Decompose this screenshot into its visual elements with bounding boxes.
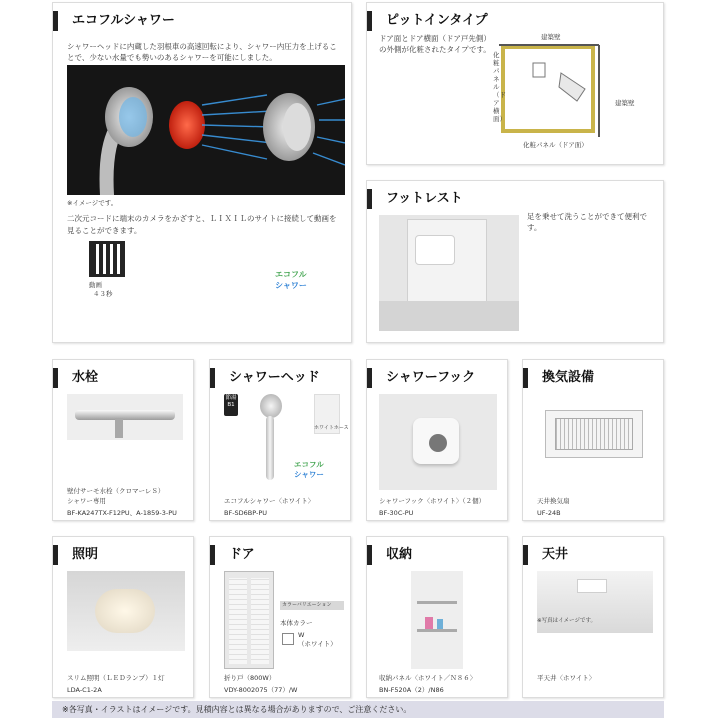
footrest-panel [366,180,664,343]
eco-badge-line2: シャワー [294,470,324,479]
door-swatch-name: （ホワイト） [298,640,337,648]
lighting-photo [67,571,185,651]
storage-caption: 収納パネル〈ホワイト／Ｎ８６〉 [379,674,477,682]
storage-model: BN-F520A（2）/N86 [379,686,444,694]
footrest-title: フットレスト [367,189,463,209]
faucet-photo [67,394,183,440]
badge-line2: シャワー [275,281,307,290]
door-swatch-code: W [298,631,305,639]
door-body-color-label: 本体カラー [280,619,313,627]
eco-shower-qr-text: 二次元コードに端末のカメラをかざすと、ＬＩＸＩＬのサイトに接続して動画を見ることができます。 [67,214,337,235]
eco-badge-icon [294,460,324,480]
faucet-model: BF-KA247TX-F12PU、A-1859-3-PU [67,509,177,517]
eco-shower-photo [67,65,345,195]
hose-label: ホワイトホース [314,425,349,431]
shower-head-panel [209,359,351,521]
ceiling-image-note: ※写真はイメージです。 [537,618,597,624]
door-caption: 折り戸（800W） [224,674,276,682]
pit-in-label-left: 化粧パネル（ドア横面） [493,51,506,123]
door-title: ドア [210,545,255,565]
faucet-title: 水栓 [53,368,98,388]
shower-head-model: BF-SD6BP-PU [224,509,268,517]
pit-in-label-bottom: 化粧パネル（ドア面） [523,141,588,149]
qr-code-icon[interactable] [89,241,125,277]
ventilation-title: 換気設備 [523,368,594,388]
shower-head-photo [250,394,290,484]
ceiling-title: 天井 [523,545,568,565]
shower-hook-model: BF-30C-PU [379,509,414,517]
footrest-description: 足を乗せて洗うことができて便利です。 [527,212,647,232]
shower-hook-title: シャワーフック [367,368,475,388]
video-label: 動画 [89,281,102,289]
footer-note: ※各写真・イラストはイメージです。見積内容とは異なる場合がありますので、ご注意ください。 [52,701,664,718]
eco-shower-image-note: ※イメージです。 [67,199,118,207]
pit-in-description: ドア面とドア横面（ドア戸先側）の外側が化粧されたタイプです。 [379,34,491,54]
pit-in-title: ピットインタイプ [367,11,488,31]
door-panel [209,536,351,698]
door-photo [224,571,274,669]
shower-hook-photo [379,394,497,490]
faucet-caption1: 壁付サーモ水栓（クロマーレＳ） [67,487,165,495]
lighting-model: LDA-C1-2A [67,686,102,694]
faucet-panel [52,359,194,521]
ceiling-panel [522,536,664,698]
shower-head-illustration [67,65,345,195]
pit-in-label-right: 建築壁 [615,99,635,107]
ventilation-caption: 天井換気扇 [537,497,570,505]
badge-line1: エコフル [275,270,307,279]
storage-title: 収納 [367,545,412,565]
pit-in-diagram [493,33,663,158]
video-length: ４３秒 [93,290,113,298]
pit-in-panel [366,2,664,165]
lighting-caption: スリム照明（ＬＥＤランプ）１灯 [67,674,165,682]
lighting-panel [52,536,194,698]
footrest-photo [379,215,519,331]
shower-hook-panel [366,359,508,521]
storage-photo [411,571,463,669]
door-model: VDY-8002075（77）/W [224,686,298,694]
eco-shower-title: エコフルシャワー [53,11,175,31]
shower-hook-caption: シャワーフック〈ホワイト〉（２個） [379,497,486,505]
ventilation-photo [537,406,651,462]
eco-shower-badge-icon [275,269,333,295]
eco-shower-description: シャワーヘッドに内蔵した羽根車の高速回転により、シャワー内圧力を上げることで、少ない水量でも勢いのあるシャワーを可能にしました。 [67,42,337,62]
water-saving-tag: 節湯B1 [224,394,238,416]
eco-badge-line1: エコフル [294,460,324,469]
door-variation-label: カラーバリエーション [280,601,344,610]
shower-head-title: シャワーヘッド [210,368,320,388]
pit-in-label-top: 建築壁 [541,33,561,41]
ventilation-model: UF-24B [537,509,561,517]
eco-shower-panel [52,2,352,343]
ceiling-caption: 平天井〈ホワイト〉 [537,674,596,682]
white-swatch[interactable] [282,633,294,645]
shower-head-caption: エコフルシャワー〈ホワイト〉 [224,497,315,505]
faucet-caption2: シャワー専用 [67,497,106,505]
ventilation-panel [522,359,664,521]
storage-panel [366,536,508,698]
lighting-title: 照明 [53,545,98,565]
